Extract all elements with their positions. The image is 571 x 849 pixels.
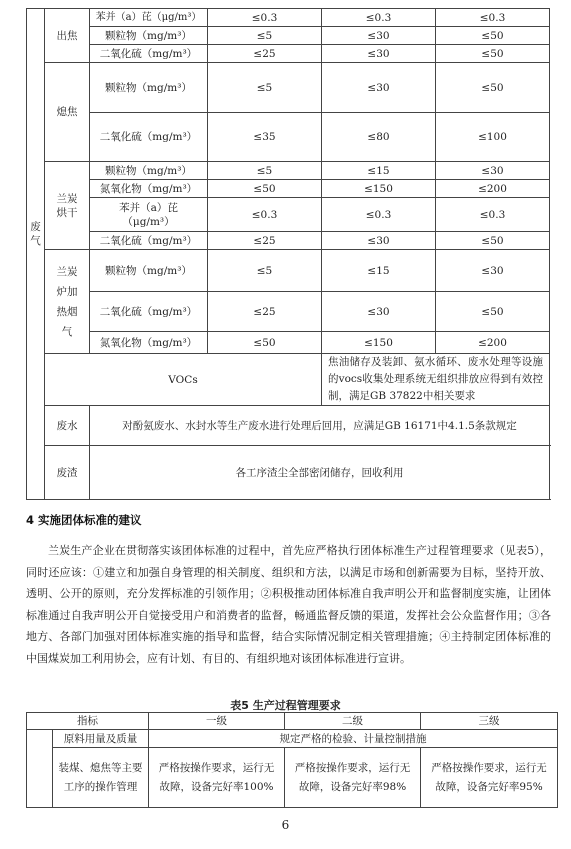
- pollutant-cell: 颗粒物（mg/m³）: [90, 27, 208, 45]
- limit-l2: ≤15: [322, 162, 436, 180]
- limit-l2: ≤30: [322, 45, 436, 63]
- production-management-table: [26, 712, 558, 808]
- limit-l3: ≤50: [436, 292, 550, 332]
- table-caption: 表5 生产过程管理要求: [230, 699, 341, 712]
- operation-level-3: 严格按操作要求，运行无故障，设备完好率95%: [421, 748, 558, 808]
- pollutant-cell: 颗粒物（mg/m³）: [90, 250, 208, 292]
- limit-l2: ≤0.3: [322, 9, 436, 27]
- pollutant-cell: 氮氧化物（mg/m³）: [90, 332, 208, 354]
- section-title: 4 实施团体标准的建议: [26, 513, 142, 527]
- limit-l1: ≤35: [208, 113, 322, 162]
- voc-label: VOCs: [45, 354, 322, 406]
- body-paragraph: 兰炭生产企业在贯彻落实该团体标准的过程中，首先应严格执行团体标准生产过程管理要求（见表5），同时还应该：①建立和加强自身管理的相关制度、组织和方法，以满足市场和创新需要为目标，坚持开放、透明、公开的原则，充分发挥标准的引领作用；②积极推动团体标准自我声明公开和监督制度实施，让团体标准通过自我声明公开自觉接受用户和消费者的监督，畅通监督反馈的渠道，发挥社会公众监督作用；③各地方、各部门加强对团体标准实施的指导和监督，结合实际情况制定相关管理措施；④主持制定团体标准的中国煤炭加工利用协会，应有计划、有目的、有组织地对该团体标准进行宣讲。: [26, 544, 551, 665]
- voc-requirement: 焦油储存及装卸、氨水循环、废水处理等设施的vocs收集处理系统无组织排放应得到有效控制，满足GB 37822中相关要求: [322, 354, 550, 406]
- header-level-1: 一级: [149, 713, 285, 730]
- pollutant-cell: 二氧化硫（mg/m³）: [90, 45, 208, 63]
- operation-level-1: 严格按操作要求，运行无故障，设备完好率100%: [149, 748, 285, 808]
- limit-l1: ≤25: [208, 232, 322, 250]
- limit-l1: ≤0.3: [208, 9, 322, 27]
- limit-l3: ≤50: [436, 232, 550, 250]
- process-lantan-lu: 兰炭炉加热烟气: [45, 250, 90, 354]
- limit-l1: ≤0.3: [208, 198, 322, 232]
- limit-l1: ≤25: [208, 45, 322, 63]
- limit-l1: ≤25: [208, 292, 322, 332]
- header-indicator: 指标: [27, 713, 149, 730]
- process-chujiao: 出焦: [45, 9, 90, 63]
- waste-residue-requirement: 各工序渣尘全部密闭储存，回收利用: [90, 446, 550, 500]
- pollutant-cell: 苯并（a）芘（μg/m³）: [90, 9, 208, 27]
- limit-l2: ≤15: [322, 250, 436, 292]
- process-xijiao: 熄焦: [45, 63, 90, 162]
- pollutant-cell: 氮氧化物（mg/m³）: [90, 180, 208, 198]
- raw-material-value: 规定严格的检验、计量控制措施: [149, 730, 558, 748]
- pollutant-cell: 苯并（a）芘（μg/m³）: [90, 198, 208, 232]
- limit-l2: ≤80: [322, 113, 436, 162]
- limit-l3: ≤100: [436, 113, 550, 162]
- limit-l3: ≤0.3: [436, 198, 550, 232]
- limit-l3: ≤200: [436, 180, 550, 198]
- raw-material-label: 原料用量及质量: [53, 730, 149, 748]
- pollutant-cell: 二氧化硫（mg/m³）: [90, 113, 208, 162]
- pollutant-cell: 颗粒物（mg/m³）: [90, 63, 208, 113]
- limit-l3: ≤200: [436, 332, 550, 354]
- category-waste-gas: 废气: [27, 9, 45, 500]
- pollutant-cell: 颗粒物（mg/m³）: [90, 162, 208, 180]
- limit-l3: ≤50: [436, 63, 550, 113]
- pollutant-cell: 二氧化硫（mg/m³）: [90, 292, 208, 332]
- limit-l1: ≤5: [208, 162, 322, 180]
- limit-l3: ≤50: [436, 45, 550, 63]
- limit-l1: ≤5: [208, 63, 322, 113]
- pollutant-cell: 二氧化硫（mg/m³）: [90, 232, 208, 250]
- limit-l1: ≤5: [208, 250, 322, 292]
- limit-l3: ≤50: [436, 27, 550, 45]
- operation-label: 装煤、熄焦等主要工序的操作管理: [53, 748, 149, 808]
- header-level-2: 二级: [285, 713, 421, 730]
- limit-l2: ≤30: [322, 292, 436, 332]
- limit-l2: ≤30: [322, 63, 436, 113]
- blank-cell: [27, 730, 53, 808]
- limit-l3: ≤30: [436, 162, 550, 180]
- emission-standards-table: [26, 8, 550, 500]
- category-waste-residue: 废渣: [45, 446, 90, 500]
- category-waste-water: 废水: [45, 406, 90, 446]
- process-lantan-hongan: 兰炭烘干: [45, 162, 90, 250]
- waste-water-requirement: 对酚氨废水、水封水等生产废水进行处理后回用，应满足GB 16171中4.1.5条款规定: [90, 406, 550, 446]
- limit-l3: ≤0.3: [436, 9, 550, 27]
- limit-l2: ≤30: [322, 27, 436, 45]
- limit-l1: ≤50: [208, 332, 322, 354]
- limit-l2: ≤150: [322, 332, 436, 354]
- limit-l2: ≤0.3: [322, 198, 436, 232]
- limit-l3: ≤30: [436, 250, 550, 292]
- limit-l2: ≤30: [322, 232, 436, 250]
- limit-l1: ≤50: [208, 180, 322, 198]
- operation-level-2: 严格按操作要求，运行无故障，设备完好率98%: [285, 748, 421, 808]
- page-number: 6: [281, 818, 290, 832]
- limit-l1: ≤5: [208, 27, 322, 45]
- header-level-3: 三级: [421, 713, 558, 730]
- limit-l2: ≤150: [322, 180, 436, 198]
